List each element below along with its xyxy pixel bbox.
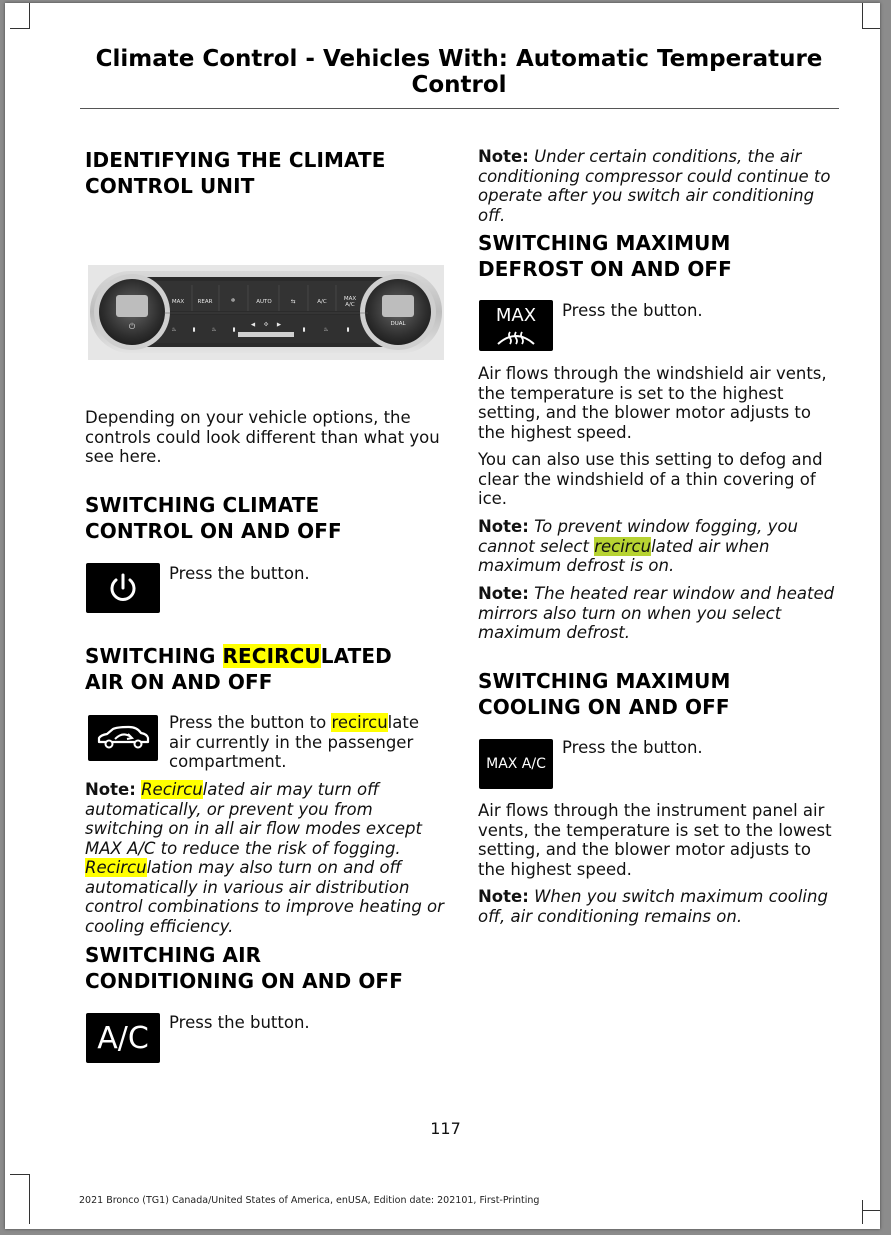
defrost-paragraph-1: Air flows through the windshield air vents, the temperature is set to the highest setting, and the blower motor adjusts to the highest speed.	[478, 364, 827, 442]
search-highlight-current: recircu	[594, 536, 652, 556]
text-part: late air currently in the passenger compartment.	[169, 713, 419, 771]
max-defrost-icon	[479, 300, 553, 351]
crop-mark	[862, 28, 880, 29]
heading-line: SWITCHING MAXIMUM	[478, 231, 731, 255]
heading-line: SWITCHING CLIMATE	[85, 493, 320, 517]
svg-text:♨: ♨	[323, 327, 329, 333]
svg-text:♨: ♨	[211, 327, 217, 333]
heading-part: LATED	[320, 644, 392, 668]
svg-text:DUAL: DUAL	[390, 321, 406, 327]
recirc-press-text	[169, 713, 444, 772]
note-label: Note:	[478, 147, 529, 166]
search-highlight: recircu	[331, 713, 388, 732]
note-label: Note:	[478, 584, 529, 603]
max-ac-button-icon: MAX A/C	[479, 739, 553, 789]
cooling-note	[478, 887, 838, 926]
svg-text:AUTO: AUTO	[256, 299, 272, 305]
defrost-paragraph-2: You can also use this setting to defog and clear the windshield of a thin covering of ice.	[478, 450, 823, 508]
title-divider	[80, 108, 839, 109]
crop-mark	[29, 3, 30, 29]
defrost-note-fogging	[478, 517, 838, 576]
heading-line: CONDITIONING ON AND OFF	[85, 969, 403, 993]
heading-identifying	[85, 147, 386, 199]
recirc-note	[85, 780, 447, 936]
max-defrost-icon-label: MAX	[495, 304, 537, 326]
heading-max-defrost	[478, 230, 732, 282]
heading-switching-recirc	[85, 643, 392, 695]
heading-line: AIR ON AND OFF	[85, 670, 273, 694]
svg-text:▮: ▮	[346, 327, 350, 333]
heading-switching-ac	[85, 942, 403, 994]
note-label: Note:	[85, 780, 136, 799]
svg-text:▮: ▮	[232, 327, 236, 333]
note-text: lation may also turn on and off automatically in various air distribution control combinations to improve heating or cooling efficiency.	[85, 858, 444, 936]
svg-text:▶: ▶	[276, 322, 282, 328]
heading-line: SWITCHING MAXIMUM	[478, 669, 731, 693]
compressor-note	[478, 147, 840, 225]
search-highlight: RECIRCU	[222, 644, 321, 668]
search-highlight: Recircu	[141, 780, 203, 799]
top-note-container	[478, 147, 840, 225]
svg-text:♨: ♨	[171, 327, 177, 333]
note-label: Note:	[478, 887, 529, 906]
heading-part: SWITCHING	[85, 644, 223, 668]
heading-switching-climate	[85, 492, 342, 544]
heading-line: SWITCHING AIR	[85, 943, 262, 967]
svg-text:❄: ❄	[230, 298, 236, 304]
crop-mark	[29, 1174, 30, 1224]
svg-text:A/C: A/C	[345, 302, 355, 308]
svg-text:REAR: REAR	[197, 299, 213, 305]
ac-button-icon: A/C	[86, 1013, 160, 1063]
svg-text:▮: ▮	[192, 327, 196, 333]
text-part: Press the button to	[169, 713, 332, 732]
note-text: The heated rear window and heated mirrors also turn on when you select maximum defrost.	[478, 584, 835, 642]
crop-mark	[10, 28, 30, 29]
note-label: Note:	[478, 517, 529, 536]
defrost-press-text: Press the button.	[562, 301, 703, 320]
heading-line: CONTROL ON AND OFF	[85, 519, 342, 543]
crop-mark	[10, 1174, 30, 1175]
climate-press-text: Press the button.	[169, 564, 310, 583]
note-text: To prevent window fogging, you cannot select	[478, 517, 798, 556]
heading-line: IDENTIFYING THE CLIMATE	[85, 148, 386, 172]
crop-mark	[862, 3, 863, 29]
crop-mark	[862, 1200, 863, 1224]
heading-line: CONTROL UNIT	[85, 174, 255, 198]
svg-text:▮: ▮	[302, 327, 306, 333]
search-highlight: Recircu	[85, 858, 147, 877]
cooling-paragraph: Air flows through the instrument panel air vents, the temperature is set to the lowest setting, and the blower motor adjusts to the highest speed.	[478, 801, 832, 879]
page-footer: 2021 Bronco (TG1) Canada/United States of America, enUSA, Edition date: 202101, First-Printing	[79, 1195, 540, 1206]
svg-text:A/C: A/C	[317, 299, 327, 305]
recirculate-icon	[88, 715, 158, 761]
ac-press-text: Press the button.	[169, 1013, 310, 1032]
cooling-press-text: Press the button.	[562, 738, 703, 757]
note-text: When you switch maximum cooling off, air conditioning remains on.	[478, 887, 828, 926]
svg-text:◀: ◀	[250, 322, 256, 328]
note-text: lated air may turn off automatically, or prevent you from switching on in all air flow modes except MAX A/C to reduce the risk of fogging.	[85, 780, 422, 858]
heading-line: DEFROST ON AND OFF	[478, 257, 732, 281]
svg-text:MAX: MAX	[343, 296, 357, 302]
power-button-icon	[86, 563, 160, 613]
crop-mark	[862, 1210, 880, 1211]
heading-line: COOLING ON AND OFF	[478, 695, 730, 719]
svg-text:⇆: ⇆	[290, 299, 296, 305]
heading-max-cooling	[478, 668, 731, 720]
svg-text:MAX: MAX	[171, 299, 185, 305]
defrost-note-heated	[478, 584, 838, 643]
svg-text:⏻: ⏻	[128, 322, 136, 331]
vehicle-options-text: Depending on your vehicle options, the controls could look different than what you see here.	[85, 408, 440, 466]
page-title: Climate Control - Vehicles With: Automatic Temperature Control	[95, 46, 823, 98]
page-number: 117	[430, 1119, 461, 1138]
note-text: lated air when maximum defrost is on.	[478, 536, 770, 575]
note-text: Under certain conditions, the air conditioning compressor could continue to operate after you switch air conditioning off.	[478, 147, 831, 225]
svg-text:✣: ✣	[263, 322, 269, 328]
climate-control-panel-image	[88, 265, 444, 360]
